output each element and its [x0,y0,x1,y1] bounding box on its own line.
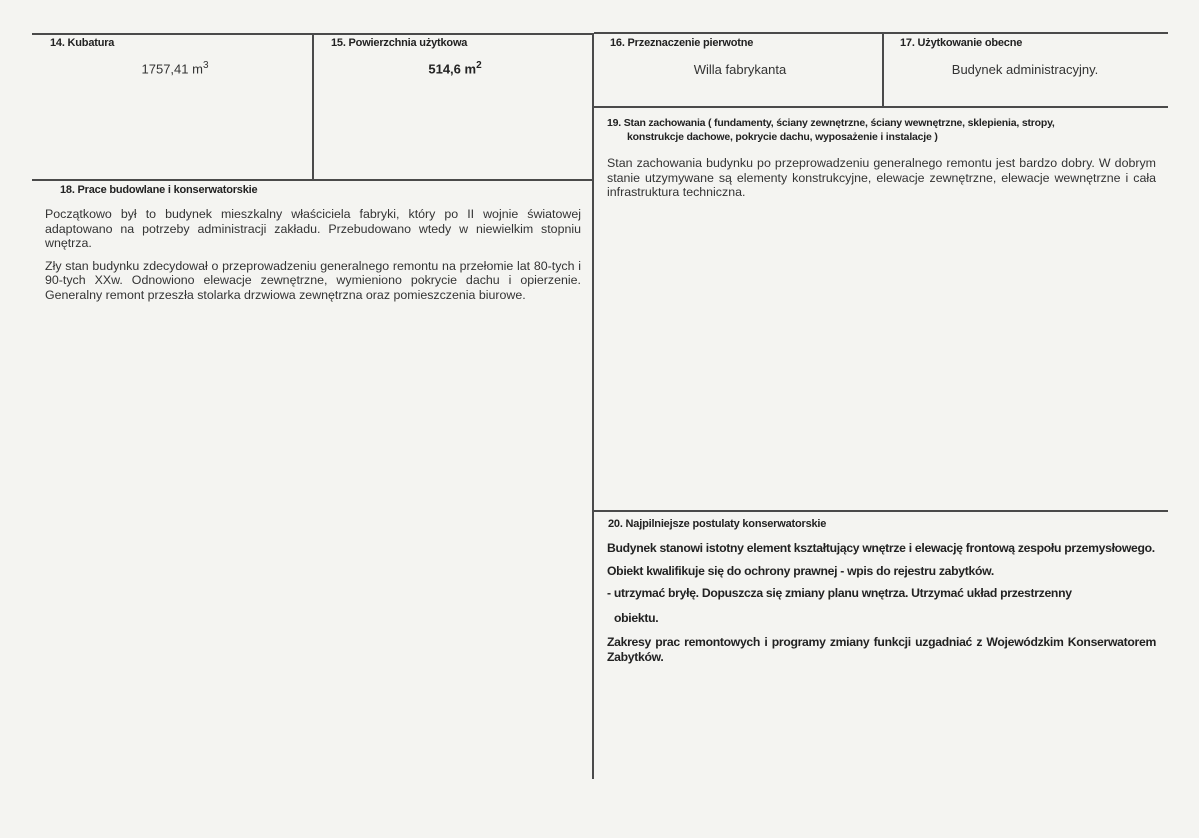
divider-main [592,33,594,779]
field-15-value-text: 514,6 m [428,61,477,77]
field-19-label-line2: konstrukcje dachowe, pokrycie dachu, wyposażenie i instalacje ) [627,131,938,143]
field-20-postulaty [608,518,1158,530]
field-18-body [45,207,581,308]
field-18-label: 18. Prace budowlane i konserwatorskie [60,184,258,196]
field-18-prace [60,184,580,196]
field-20-paragraph-3: - utrzymać bryłę. Dopuszcza się zmiany planu wnętrza. Utrzymać układ przestrzenny [607,586,1072,600]
field-19-body [607,156,1156,206]
field-20-paragraph-3b: obiektu. [614,610,659,625]
field-20-paragraph-1: Budynek stanowi istotny element kształtujący wnętrze i elewację frontową zespołu przemysłowego. [607,541,1155,555]
field-18-paragraph-2: Zły stan budynku zdecydował o przeprowadzeniu generalnego remontu na przełomie lat 80-tych i 90-tych XXw. Odnowiono elewacje zewnętrzne, wymieniono pokrycie dachu i opierzenie. Generalny remont przeszła stolarka drzwiowa zewnętrzna oraz pomieszczenia biurowe. [45,258,581,302]
field-20-label: 20. Najpilniejsze postulaty konserwatorskie [608,518,827,530]
rule-above-20 [594,510,1168,512]
field-17-value: Budynek administracyjny. [951,62,1099,77]
field-15-label: 15. Powierzchnia użytkowa [331,37,468,49]
top-rule-right [594,32,1168,34]
rule-above-18 [32,179,592,181]
field-16-przeznaczenie [610,37,875,49]
divider-14-15 [312,34,314,180]
field-15-value [400,60,510,76]
field-14-label: 14. Kubatura [50,37,115,49]
field-17-uzytkowanie [900,37,1160,49]
field-14-kubatura [50,37,300,49]
field-17-label: 17. Użytkowanie obecne [900,37,1023,49]
field-19-stan-zachowania [607,117,1162,143]
field-19-text: Stan zachowania budynku po przeprowadzeniu generalnego remontu jest bardzo dobry. W dobrym stanie utzymywane są elementy konstrukcyjne, elewacje zewnętrzne, elewacje wewnętrzne i cała infrastruktura techniczna. [607,156,1156,199]
field-18-paragraph-1: Początkowo był to budynek mieszkalny właściciela fabryki, który po II wojnie światowej adaptowano na potrzeby administracji zakładu. Przebudowano wtedy w niewielkim stopniu wnętrza. [45,207,581,250]
field-14-unit-sup: 3 [202,60,209,71]
field-20-paragraph-4: Zakresy prac remontowych i programy zmiany funkcji uzgadniać z Wojewódzkim Konserwatorem Zabytków. [607,635,1156,664]
rule-above-19 [594,106,1168,108]
field-20-body [607,541,1156,672]
field-20-paragraph-2: Obiekt kwalifikuje się do ochrony prawnej - wpis do rejestru zabytków. [607,563,994,578]
field-14-value-text: 1757,41 m [141,61,203,77]
field-16-value: Willa fabrykanta [693,62,787,77]
field-16-label: 16. Przeznaczenie pierwotne [610,37,754,49]
field-15-unit-sup: 2 [476,60,482,71]
field-14-value [110,60,240,76]
field-19-label-line1: 19. Stan zachowania ( fundamenty, ściany zewnętrzne, ściany wewnętrzne, sklepienia, stropy, [607,117,1055,129]
field-15-powierzchnia [331,37,581,49]
divider-16-17 [882,33,884,106]
